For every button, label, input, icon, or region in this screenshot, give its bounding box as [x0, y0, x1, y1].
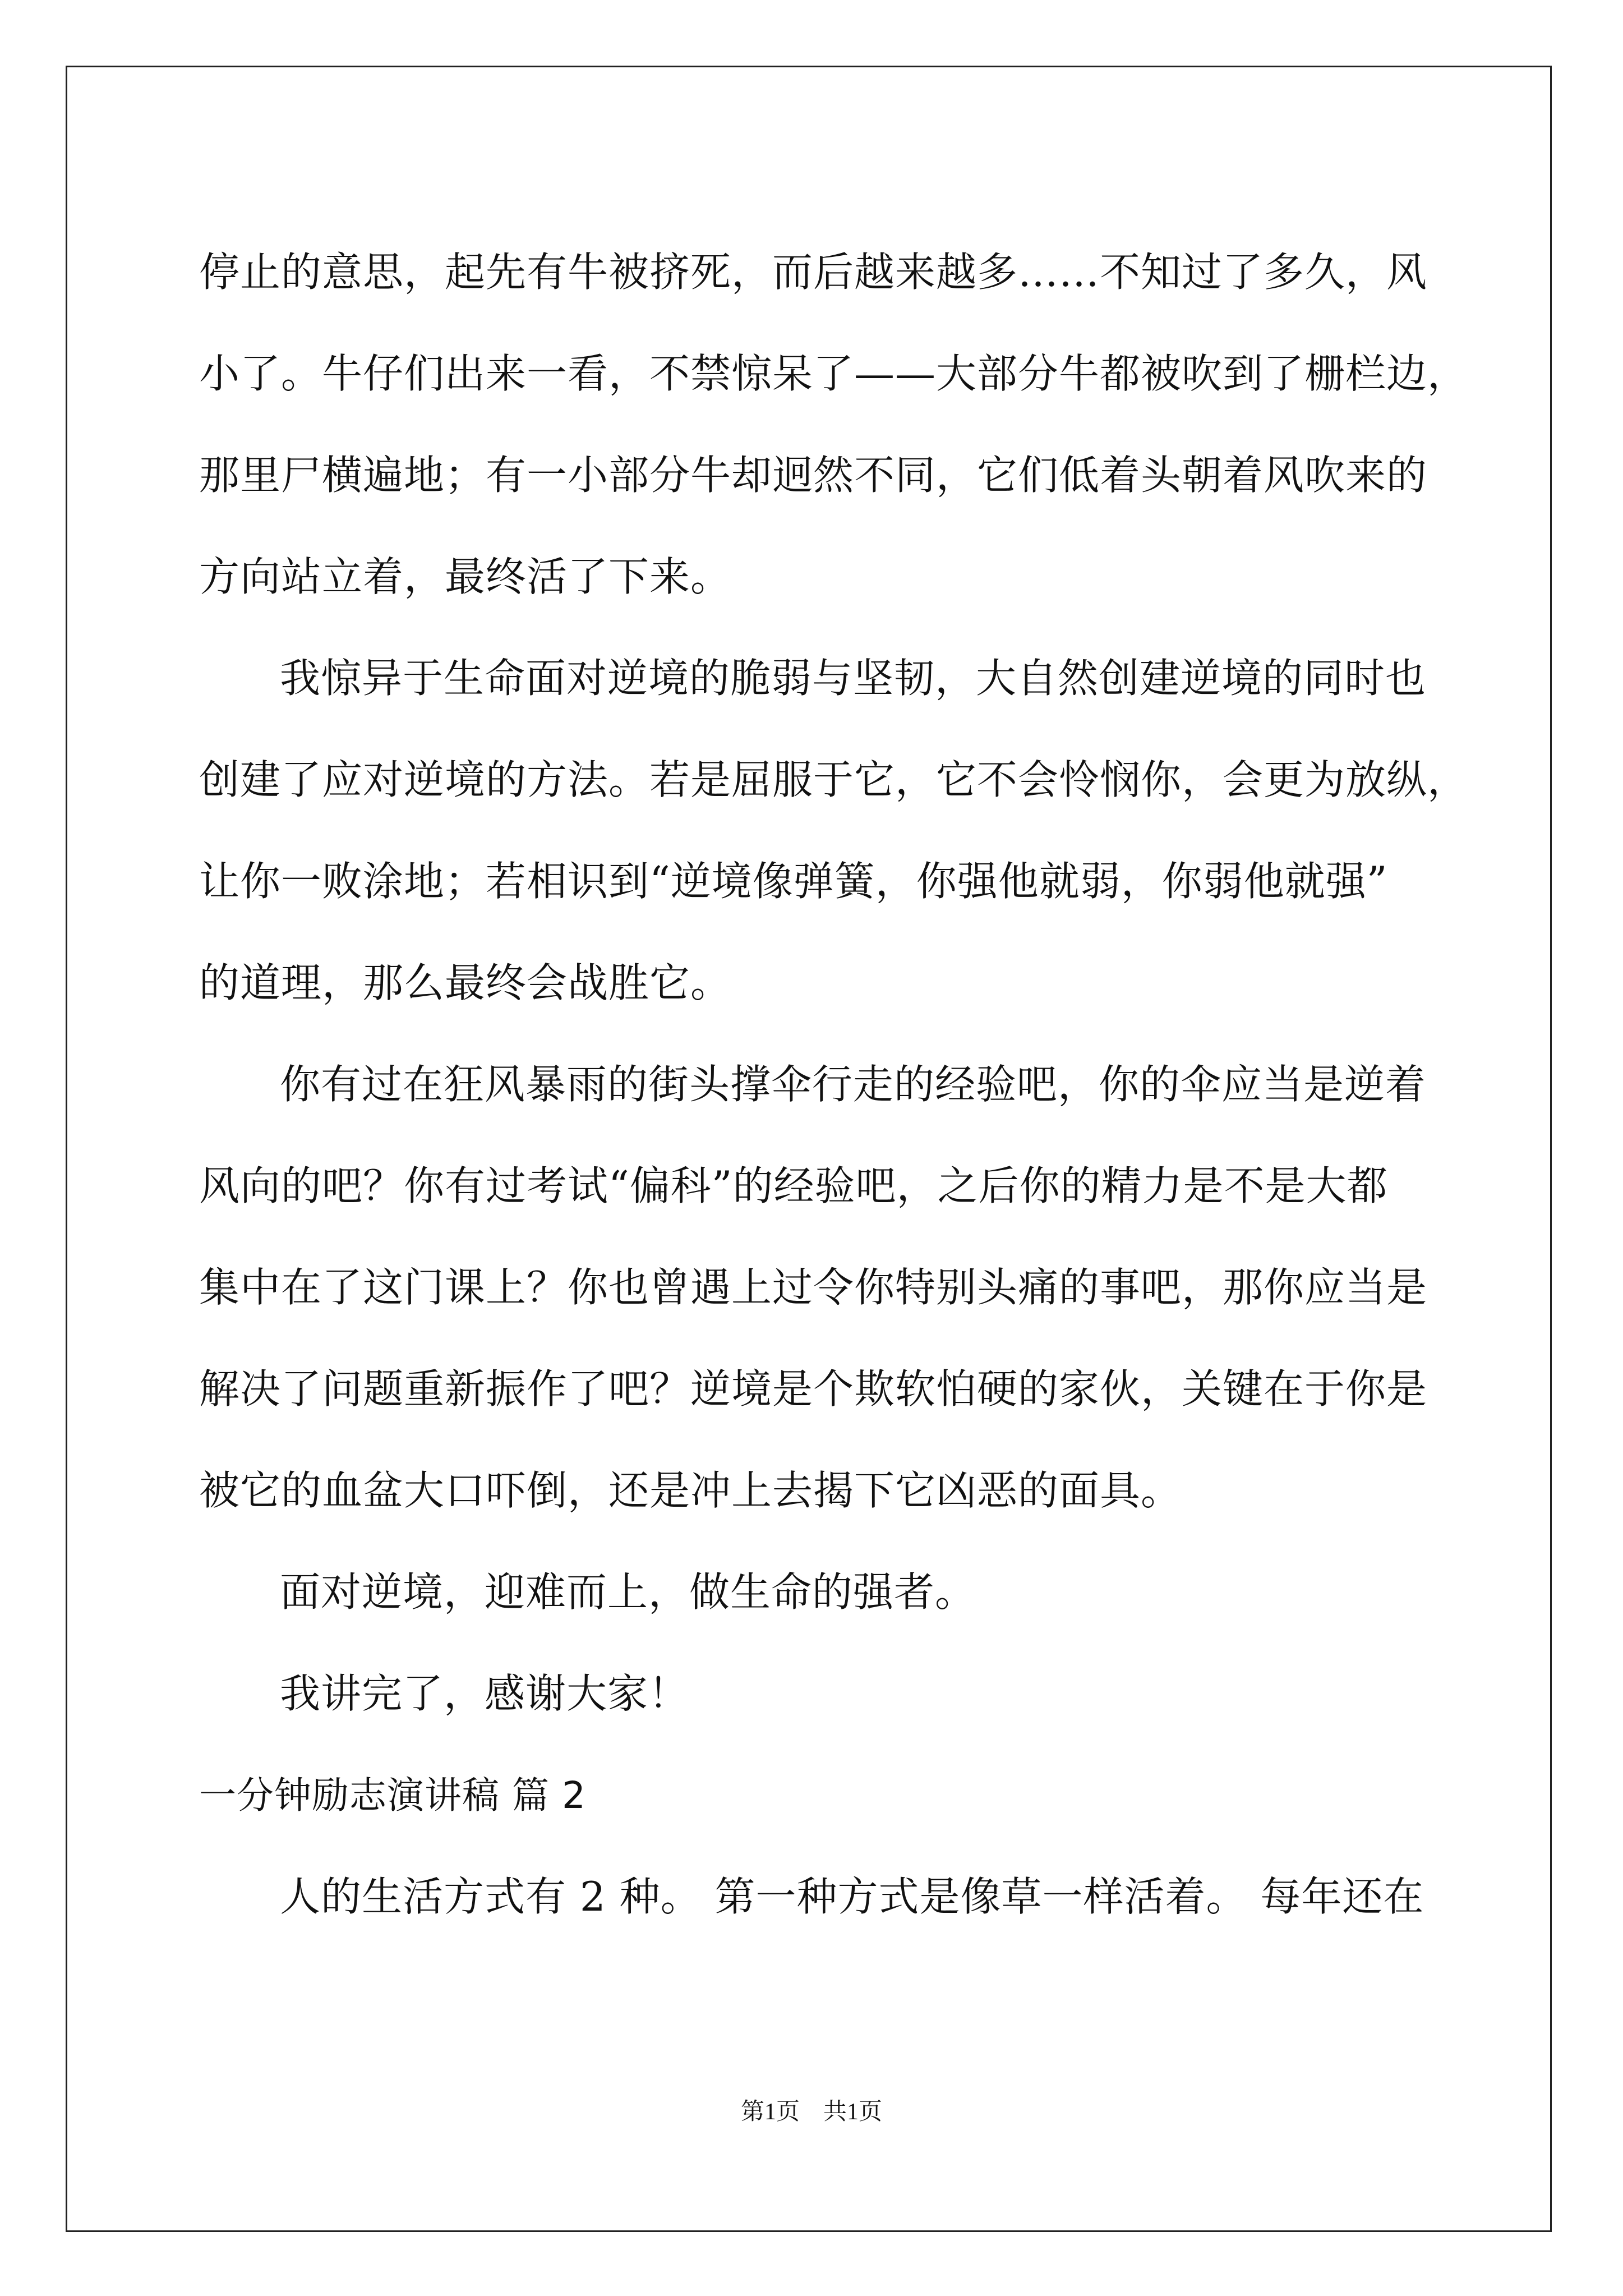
text-line-7: 让你一败涂地；若相识到“逆境像弹簧，你强他就弱，你弱他就强” — [199, 858, 1388, 905]
text-line-17: 人的生活方式有 2 种。 第一种方式是像草一样活着。 每年还在 — [280, 1873, 1424, 1920]
text-line-12: 解决了问题重新振作了吧？逆境是个欺软怕硬的家伙，关键在于你是 — [199, 1365, 1428, 1412]
text-line-13: 被它的血盆大口吓倒，还是冲上去揭下它凶恶的面具。 — [199, 1467, 1182, 1514]
text-line-9: 你有过在狂风暴雨的街头撑伞行走的经验吧，你的伞应当是逆着 — [280, 1061, 1427, 1108]
text-line-5: 我惊异于生命面对逆境的脆弱与坚韧，大自然创建逆境的同时也 — [280, 655, 1427, 702]
text-line-4: 方向站立着，最终活了下来。 — [199, 553, 732, 600]
text-line-14: 面对逆境，迎难而上，做生命的强者。 — [280, 1568, 976, 1616]
text-line-2: 小了。牛仔们出来一看，不禁惊呆了——大部分牛都被吹到了栅栏边， — [199, 350, 1469, 397]
text-line-3: 那里尸横遍地；有一小部分牛却迥然不同，它们低着头朝着风吹来的 — [199, 452, 1428, 499]
text-line-6: 创建了应对逆境的方法。若是屈服于它，它不会怜悯你，会更为放纵， — [199, 756, 1469, 803]
page-footer — [0, 2095, 1623, 2129]
page-number-label: 第1页 共1页 — [740, 2099, 882, 2125]
text-line-15: 我讲完了，感谢大家！ — [280, 1670, 690, 1717]
section-heading: 一分钟励志演讲稿 篇 2 — [199, 1774, 586, 1817]
text-line-1: 停止的意思，起先有牛被挤死，而后越来越多……不知过了多久，风 — [199, 249, 1428, 296]
text-line-8: 的道理，那么最终会战胜它。 — [199, 959, 732, 1006]
text-line-10: 风向的吧？你有过考试“偏科”的经验吧，之后你的精力是不是大都 — [199, 1162, 1388, 1209]
text-line-11: 集中在了这门课上？你也曾遇上过令你特别头痛的事吧，那你应当是 — [199, 1264, 1428, 1311]
document-body — [199, 222, 1469, 1948]
